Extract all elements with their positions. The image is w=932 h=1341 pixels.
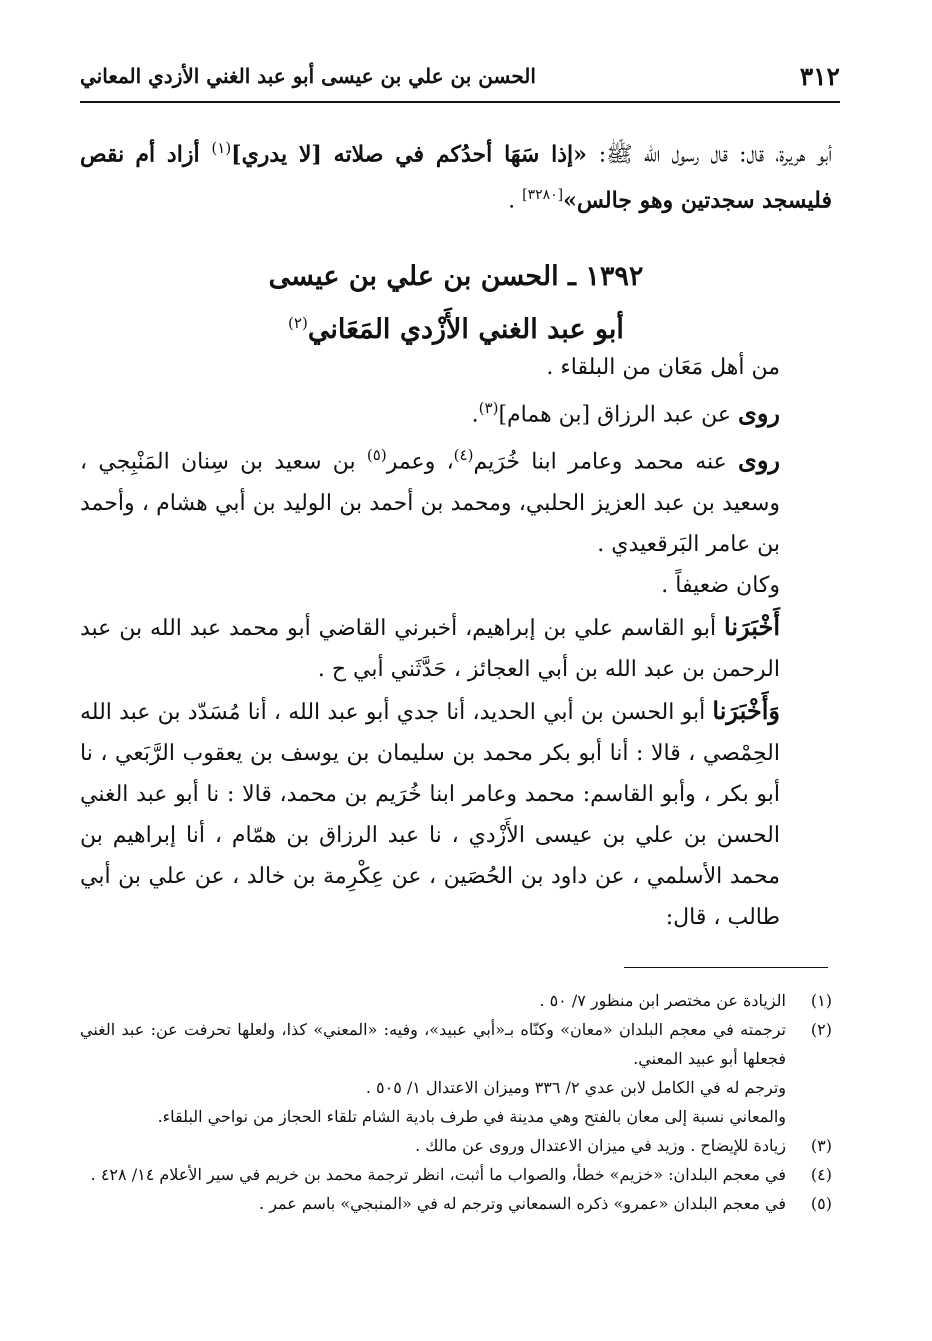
footnote-number: (٥)	[810, 1194, 832, 1213]
rawa-keyword-1: روى	[738, 398, 780, 428]
akhbarana-paragraph-1	[80, 606, 832, 690]
hadith-number: [٣٢٨٠]	[522, 187, 564, 204]
footnote-ref-3: (٣)	[478, 399, 499, 417]
footnote-ref-4: (٤)	[453, 446, 474, 465]
hadith-quote-2: أزاد أم	[135, 141, 212, 168]
footnote-number: (٢)	[810, 1020, 832, 1039]
rawa-from-paragraph	[80, 388, 832, 435]
rawa-from-text: عن عبد الرزاق [بن همام]	[498, 402, 739, 428]
footnote-text: في معجم البلدان «عمرو» ذكره السمعاني وترجم له في «المنبجي» باسم عمر .	[259, 1194, 786, 1213]
footnote-number: (١)	[810, 991, 832, 1010]
akhbarana-keyword-1: أَخْبَرَنا	[724, 611, 780, 641]
intro-end: .	[508, 188, 523, 214]
page-number: ٣١٢	[799, 62, 840, 91]
intro-text	[80, 128, 832, 222]
footnote-text: الزيادة عن مختصر ابن منظور ٧/ ٥٠ .	[539, 991, 786, 1010]
footnote-ref-5: (٥)	[366, 446, 387, 465]
footnote-number: (٣)	[810, 1136, 832, 1155]
footnote-text: ترجمته في معجم البلدان «معان» وكنّاه بـ«أبي عبيد»، وفيه: «المعني» كذا، ولعلها تحرفت عن: عبد الغني فجعلها أبو عبيد المعني.	[80, 1020, 786, 1068]
footnote-ref-1: (١)	[211, 139, 232, 157]
hadith-quote-1: «إذا سَهَا أحدُكم في صلاته [لا يدري]	[231, 141, 599, 168]
origin-paragraph: من أهل مَعَان من البلقاء .	[546, 355, 780, 380]
entry-body	[80, 347, 832, 938]
footnote-2	[80, 1015, 832, 1073]
footnote-3	[80, 1131, 832, 1160]
akhbarana-text-2: أبو الحسن بن أبي الحديد، أنا جدي أبو عبد الله ، أنا مُسَدّد بن عبد الله الحِمْصي ، قالا : أنا أبو بكر محمد بن سليمان بن يوسف بن يعقوب الرَّبَعي ، نا أبو بكر ، وأبو القاسم: محمد وعامر ابنا خُرَيم بن محمد، قالا : نا أبو عبد الغني الحسن بن علي بن عيسى الأَزْدي ، نا عبد الرزاق بن همّام ، أنا إبراهيم بن محمد الأسلمي ، عن داود بن الحُصَين ، عن عِكْرِمة بن خالد ، عن علي بن أبي طالب ، قال:	[80, 699, 780, 930]
running-title: الحسن بن علي بن عيسى أبو عبد الغني الأزدي المعاني	[80, 64, 536, 88]
footnote-rule	[624, 967, 828, 968]
entry-title-line1: ١٣٩٢ ـ الحسن بن علي بن عيسى	[268, 261, 644, 292]
rawa-by-paragraph	[80, 435, 832, 564]
entry-title	[80, 254, 832, 353]
footnote-1	[80, 986, 832, 1015]
footnote-4	[80, 1160, 832, 1189]
entry-title-line2: أبو عبد الغني الأَزْدي المَعَاني	[307, 314, 624, 345]
akhbarana-keyword-2: وَأَخْبَرَنا	[712, 695, 780, 725]
footnote-2-cont-2: والمعاني نسبة إلى معان بالفتح وهي مدينة في طرف بادية الشام تلقاء الحجاز من نواحي البلقاء.	[157, 1107, 786, 1126]
rawa-by-text-2: ، وعمر	[386, 449, 454, 475]
akhbarana-paragraph-2	[80, 690, 832, 938]
header-rule	[80, 101, 840, 103]
akhbarana-text-1: أبو القاسم علي بن إبراهيم، أخبرني القاضي أبو محمد عبد الله بن عبد الرحمن بن عبد الله بن أبي العجائز ، حَدَّثَني أبي ح .	[80, 615, 780, 682]
footnotes	[80, 986, 832, 1218]
rawa-keyword-2: روى	[738, 445, 780, 475]
weak-paragraph: وكان ضعيفاً .	[661, 572, 780, 598]
rawa-by-text-1: عنه محمد وعامر ابنا خُرَيم	[473, 449, 739, 475]
hadith-quote-3: نقص فليسجد سجدتين وهو جالس»	[80, 141, 832, 214]
intro-paragraph	[80, 128, 832, 222]
footnote-number: (٤)	[810, 1165, 832, 1184]
footnote-2-cont-1: وترجم له في الكامل لابن عدي ٢/ ٣٣٦ وميزان الاعتدال ١/ ٥٠٥ .	[365, 1078, 786, 1097]
rawa-by-text-3: بن سعيد بن سِنان المَنْبِجي ، وسعيد بن عبد العزيز الحلبي، ومحمد بن أحمد بن الوليد بن أبي هشام ، وأحمد بن عامر البَرقعيدي .	[80, 449, 780, 557]
footnote-5	[80, 1189, 832, 1218]
intro-line1-a: أبو هريرة، قال: قال رسول الله ﷺ:	[598, 142, 833, 168]
footnote-ref-2: (٢)	[288, 314, 308, 332]
rawa-from-end: .	[471, 402, 479, 428]
entry-title-line2-wrap	[80, 300, 832, 353]
footnote-text: زيادة للإيضاح . وزيد في ميزان الاعتدال وروى عن مالك .	[415, 1136, 786, 1155]
running-header	[80, 60, 840, 100]
footnote-text: في معجم البلدان: «خزيم» خطأ، والصواب ما أثبت، انظر ترجمة محمد بن خريم في سير الأعلام ١٤/ ٤٢٨ .	[90, 1165, 786, 1184]
